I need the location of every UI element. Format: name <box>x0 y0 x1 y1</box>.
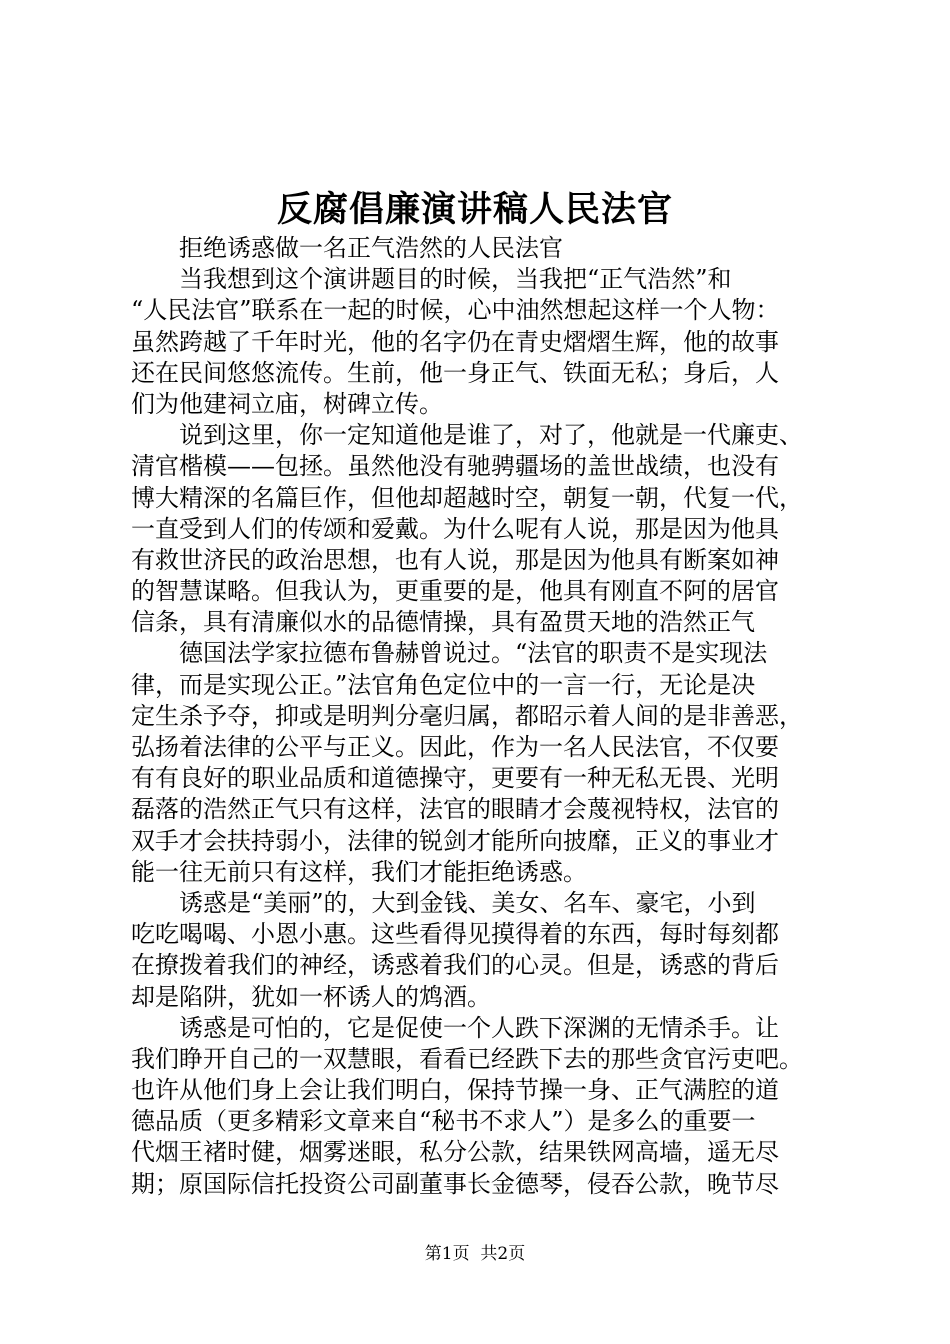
page-number-footer: 第1页 共2页 <box>424 1244 526 1264</box>
body-line: 代烟王褚时健，烟雾迷眼，私分公款，结果铁网高墙，遥无尽 <box>131 1138 779 1167</box>
body-line: 虽然跨越了千年时光，他的名字仍在青史熠熠生辉，他的故事 <box>131 327 779 356</box>
body-line: 诱惑是“美丽”的，大到金钱、美女、名车、豪宅，小到 <box>131 888 756 917</box>
body-line: 拒绝诱惑做一名正气浩然的人民法官 <box>131 234 563 262</box>
body-line: 一直受到人们的传颂和爱戴。为什么呢有人说，那是因为他具 <box>131 514 779 543</box>
body-line: 有有良好的职业品质和道德操守，更要有一种无私无畏、光明 <box>131 764 779 793</box>
body-line: 我们睁开自己的一双慧眼，看看已经跌下去的那些贪官污吏吧。 <box>131 1044 803 1073</box>
body-line: 有救世济民的政治思想，也有人说，那是因为他具有断案如神 <box>131 545 779 574</box>
document-title: 反腐倡廉演讲稿人民法官 <box>276 189 673 230</box>
body-line: 也许从他们身上会让我们明白，保持节操一身、正气满腔的道 <box>131 1076 779 1105</box>
body-line: 们为他建祠立庙，树碑立传。 <box>131 389 443 418</box>
body-line: “人民法官”联系在一起的时候，心中油然想起这样一个人物： <box>131 296 780 325</box>
body-line: 吃吃喝喝、小恩小惠。这些看得见摸得着的东西，每时每刻都 <box>131 920 779 949</box>
body-line: 双手才会扶持弱小，法律的锐剑才能所向披靡，正义的事业才 <box>131 826 779 855</box>
body-line: 能一往无前只有这样，我们才能拒绝诱惑。 <box>131 857 587 886</box>
body-line: 还在民间悠悠流传。生前，他一身正气、铁面无私；身后，人 <box>131 358 779 387</box>
body-line: 定生杀予夺，抑或是明判分毫归属，都昭示着人间的是非善恶， <box>131 701 803 730</box>
body-line: 磊落的浩然正气只有这样，法官的眼睛才会蔑视特权，法官的 <box>131 795 779 824</box>
body-line: 德品质（更多精彩文章来自“秘书不求人”）是多么的重要一 <box>131 1107 756 1136</box>
body-line: 在撩拨着我们的神经，诱惑着我们的心灵。但是，诱惑的背后 <box>131 951 779 980</box>
body-line: 说到这里，你一定知道他是谁了，对了，他就是一代廉吏、 <box>131 421 803 450</box>
body-line: 诱惑是可怕的，它是促使一个人跌下深渊的无情杀手。让 <box>131 1013 779 1042</box>
body-line: 当我想到这个演讲题目的时候，当我把“正气浩然”和 <box>131 265 732 294</box>
body-line: 博大精深的名篇巨作，但他却超越时空，朝复一朝，代复一代， <box>131 483 803 512</box>
body-line: 却是陷阱，犹如一杯诱人的鸩酒。 <box>131 982 491 1011</box>
body-line: 的智慧谋略。但我认为，更重要的是，他具有刚直不阿的居官 <box>131 577 779 606</box>
body-line: 信条，具有清廉似水的品德情操，具有盈贯天地的浩然正气 <box>131 608 755 637</box>
body-line: 律，而是实现公正。”法官角色定位中的一言一行，无论是决 <box>131 670 756 699</box>
body-line: 弘扬着法律的公平与正义。因此，作为一名人民法官，不仅要 <box>131 733 779 761</box>
body-line: 清官楷模——包拯。虽然他没有驰骋疆场的盖世战绩，也没有 <box>131 452 779 481</box>
body-line: 期；原国际信托投资公司副董事长金德琴，侵吞公款，晚节尽 <box>131 1169 779 1198</box>
body-line: 德国法学家拉德布鲁赫曾说过。“法官的职责不是实现法 <box>131 639 768 668</box>
document-body <box>131 233 851 1200</box>
